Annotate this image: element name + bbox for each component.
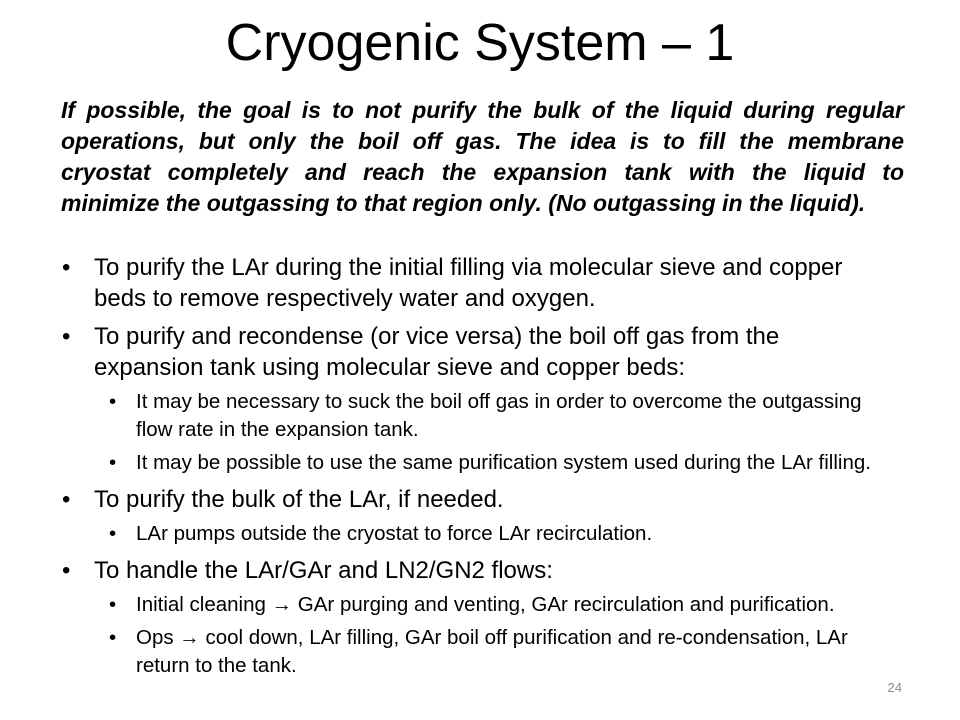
sub-bullet-line: It may be necessary to suck the boil off gas in order to overcome the outgassing: [136, 390, 862, 413]
bullet-marker: [62, 321, 70, 352]
bullet-line: To handle the LAr/GAr and LN2/GN2 flows:: [94, 557, 553, 584]
sub-bullet-line: Initial cleaning → GAr purging and venting, GAr recirculation and purification.: [136, 593, 835, 616]
sub-bullet-marker: [109, 591, 116, 619]
intro-line: cryostat completely and reach the expansion tank with the liquid to: [61, 159, 904, 185]
page-number: 24: [887, 680, 902, 695]
sub-bullet-marker: [109, 449, 116, 477]
sub-bullet-item: [0, 449, 960, 477]
bullet-marker: [62, 484, 70, 515]
bullet-line: To purify the bulk of the LAr, if needed.: [94, 486, 504, 513]
sub-bullet-marker: [109, 388, 116, 416]
intro-paragraph: [61, 95, 904, 219]
sub-bullet-item: [0, 388, 960, 444]
slide-title: Cryogenic System – 1: [225, 14, 735, 72]
sub-bullet-marker: [109, 624, 116, 652]
sub-bullet-line: It may be possible to use the same purification system used during the LAr filling.: [136, 451, 871, 474]
sub-bullet-line: LAr pumps outside the cryostat to force LAr recirculation.: [136, 522, 653, 545]
sub-bullet-line: return to the tank.: [136, 654, 297, 677]
sub-bullet-item: [0, 591, 960, 619]
intro-line: operations, but only the boil off gas. The idea is to fill the membrane: [61, 128, 904, 154]
sub-bullet-item: [0, 520, 960, 548]
bullet-line: To purify and recondense (or vice versa) the boil off gas from the: [94, 323, 780, 350]
bullet-line: beds to remove respectively water and oxygen.: [94, 285, 596, 312]
bullet-marker: [62, 252, 70, 283]
sub-bullet-marker: [109, 520, 116, 548]
bullet-item: [0, 484, 960, 515]
intro-line: If possible, the goal is to not purify the bulk of the liquid during regular: [61, 97, 904, 123]
bullet-list: [0, 252, 960, 680]
bullet-marker: [62, 555, 70, 586]
bullet-item: [0, 555, 960, 586]
sub-bullet-line: flow rate in the expansion tank.: [136, 418, 419, 441]
intro-line: minimize the outgassing to that region only. (No outgassing in the liquid).: [61, 190, 866, 216]
sub-bullet-line: Ops → cool down, LAr filling, GAr boil off purification and re-condensation, LAr: [136, 626, 848, 649]
sub-bullet-item: [0, 624, 960, 680]
bullet-item: [0, 321, 960, 383]
bullet-line: expansion tank using molecular sieve and copper beds:: [94, 354, 686, 381]
bullet-line: To purify the LAr during the initial filling via molecular sieve and copper: [94, 254, 843, 281]
bullet-item: [0, 252, 960, 314]
